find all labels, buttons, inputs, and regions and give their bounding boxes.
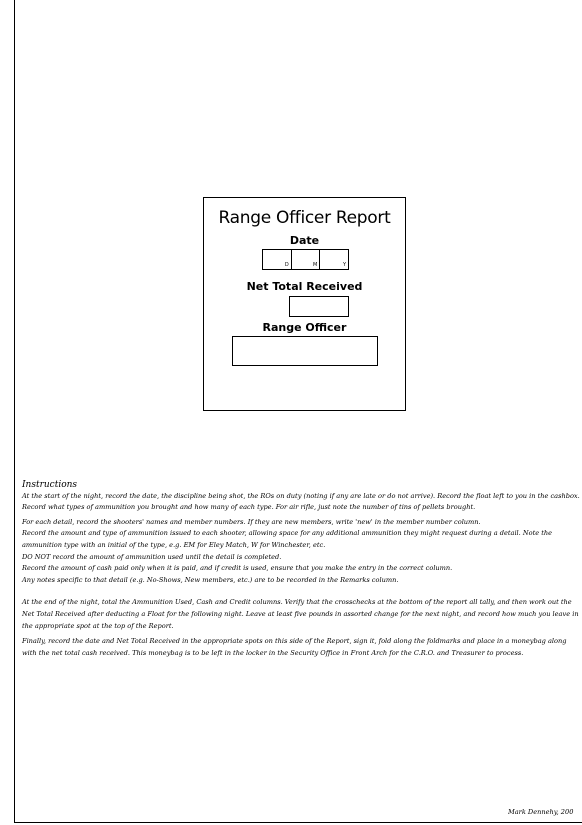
instructions-section (22, 480, 580, 659)
instructions-paragraph: At the start of the night, record the date, the discipline being shot, the ROs on duty (noting if any are late or do not arrive). Record the float left to you in the cashbox. Record what types of ammunition you brought and how many of each type. For air rifle, just note the number of tins of pellets brought. (22, 491, 580, 512)
instructions-paragraph: Finally, record the date and Net Total Received in the appropriate spots on this side of the Report, sign it, fold along the foldmarks and place in a moneybag along with the net total cash received. This moneybag is to be left in the locker in the Security Office in Front Arch for the C.R.O. and Treasurer to process. (22, 637, 567, 657)
net-total-field[interactable] (289, 296, 349, 317)
instructions-heading: Instructions (22, 480, 78, 490)
net-total-label: Net Total Received (246, 280, 363, 293)
date-day-label: D (284, 262, 289, 268)
date-month-label: M (313, 262, 318, 268)
instructions-paragraph: For each detail, record the shooters' names and member numbers. If they are new members, write 'new' in the member number column. (22, 517, 481, 526)
author-signature: Mark Dennehy, 200 (508, 808, 574, 816)
instructions-paragraph: DO NOT record the amount of ammunition used until the detail is completed. (22, 552, 282, 561)
instructions-paragraph: Record the amount of cash paid only when it is paid, and if credit is used, ensure that you make the entry in the correct column. (22, 564, 453, 573)
date-year-cell[interactable] (319, 250, 348, 269)
instructions-paragraph: Record the amount and type of ammunition issued to each shooter, allowing space for any additional ammunition they might request during a detail. Note the ammunition type with an initial of the type, e.g. EM for Eley Match, W for Winchester, etc. (22, 529, 553, 549)
date-field[interactable] (262, 249, 349, 270)
date-month-cell[interactable] (291, 250, 320, 269)
date-year-label: Y (342, 262, 347, 268)
left-border-line (14, 0, 15, 822)
date-label: Date (289, 234, 320, 247)
report-summary-card (203, 197, 406, 411)
bottom-border-line (14, 822, 582, 823)
instructions-paragraph: Any notes specific to that detail (e.g. No-Shows, New members, etc.) are to be recorded in the Remarks column. (22, 575, 399, 584)
range-officer-field[interactable] (232, 336, 378, 366)
instructions-paragraph: At the end of the night, total the Ammunition Used, Cash and Credit columns. Verify that the crosschecks at the bottom of the report all tally, and then work out the Net Total Received after deducting a Float for the following night. Leave at least five pounds in assorted change for the next night, and record how much you leave in the appropriate spot at the top of the Report. (22, 598, 579, 630)
range-officer-label: Range Officer (262, 321, 347, 334)
report-title: Range Officer Report (218, 208, 391, 228)
date-day-cell[interactable] (263, 250, 291, 269)
